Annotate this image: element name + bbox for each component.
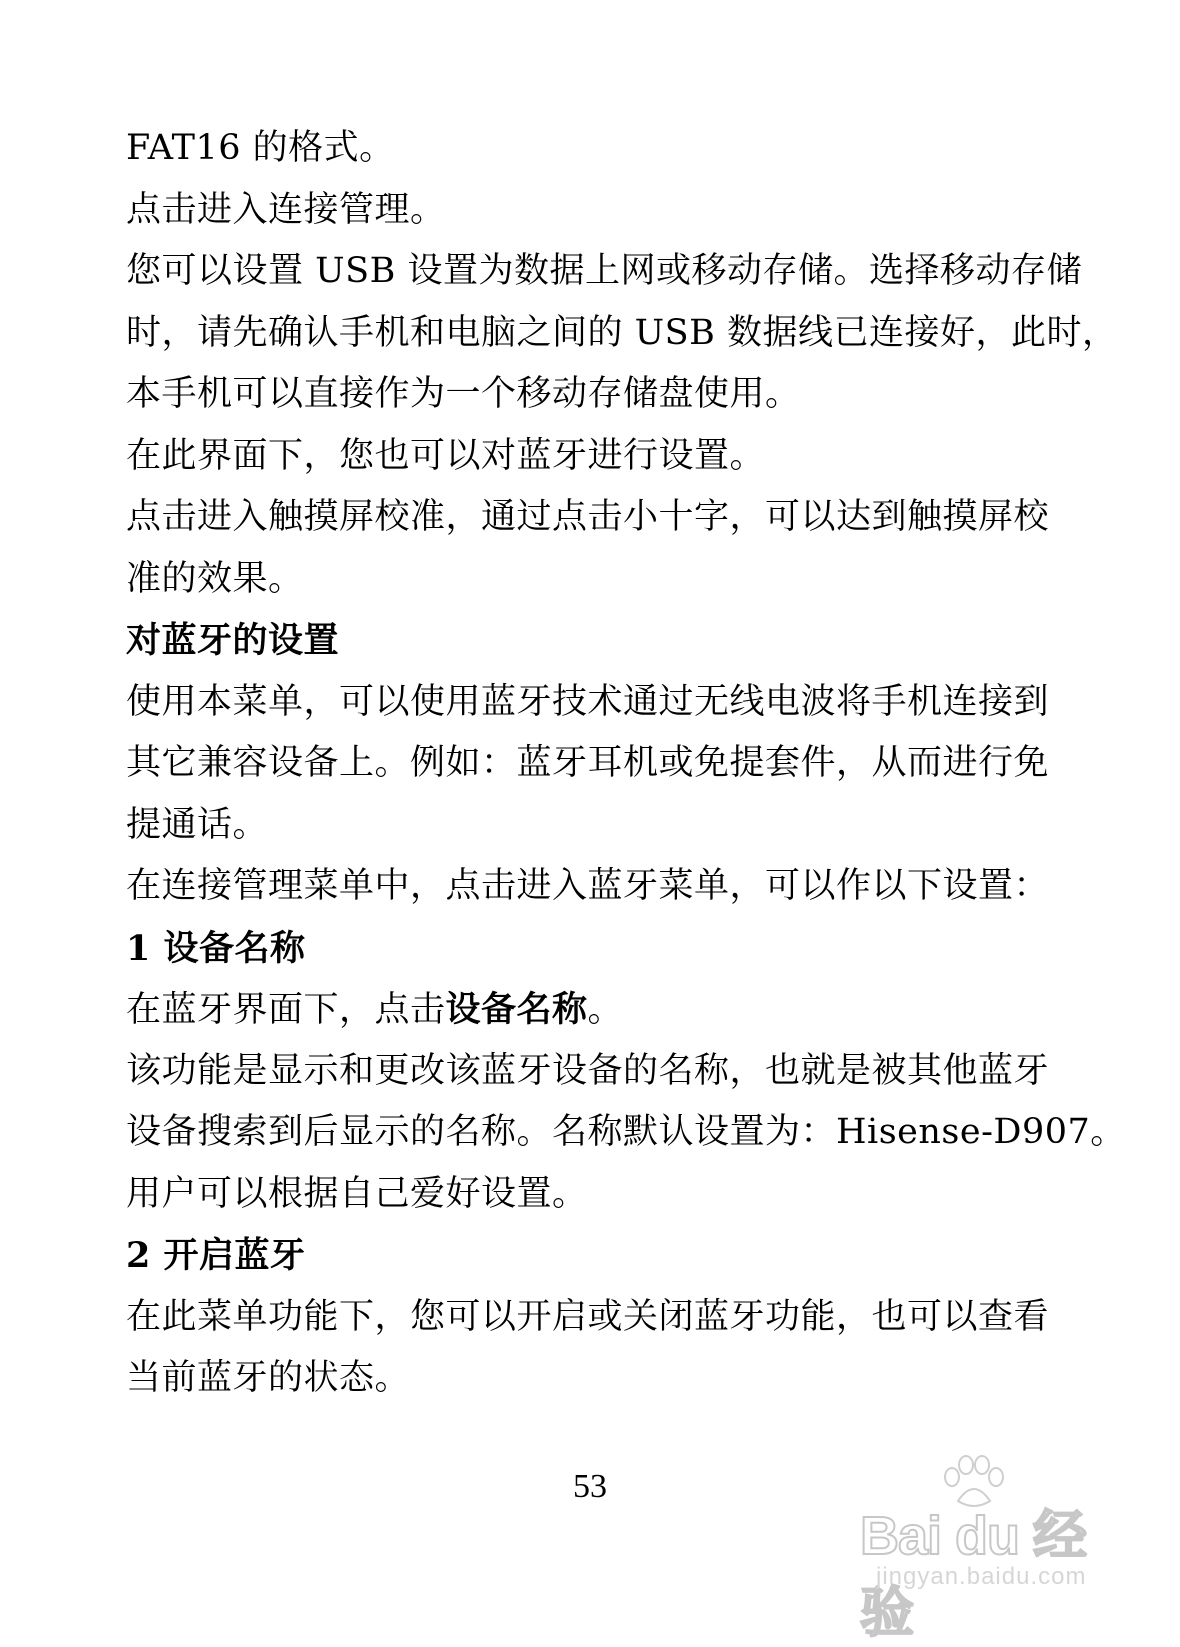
text-line: 点击进入触摸屏校准，通过点击小十字，可以达到触摸屏校 — [126, 497, 1050, 537]
text-line: 其它兼容设备上。例如：蓝牙耳机或免提套件，从而进行免 — [126, 743, 1050, 783]
text-line: 提通话。 — [126, 804, 269, 845]
watermark-logo: Bai du 经验 — [860, 1506, 1087, 1643]
document-body — [126, 118, 1126, 1410]
text-line: 您可以设置 USB 设置为数据上网或移动存储。选择移动存储 — [126, 251, 1082, 291]
text-line: 在此菜单功能下，您可以开启或关闭蓝牙功能，也可以查看 — [126, 1296, 1050, 1337]
baidu-watermark — [820, 1455, 1120, 1643]
text-line: 当前蓝牙的状态。 — [126, 1358, 411, 1398]
text-line: 在此界面下，您也可以对蓝牙进行设置。 — [126, 435, 766, 476]
text-line: 在连接管理菜单中，点击进入蓝牙菜单，可以作以下设置： — [126, 866, 1050, 906]
text-line: 准的效果。 — [126, 558, 304, 599]
instruction-bold-term: 设备名称 — [445, 989, 588, 1030]
text-line: 设备搜索到后显示的名称。名称默认设置为：Hisense-D907。 — [126, 1112, 1126, 1152]
instruction-line — [126, 979, 1086, 1041]
text-line: FAT16 的格式。 — [126, 128, 395, 168]
text-line: 本手机可以直接作为一个移动存储盘使用。 — [126, 374, 801, 414]
text-line: 使用本菜单，可以使用蓝牙技术通过无线电波将手机连接到 — [126, 681, 1050, 722]
text-line: 点击进入连接管理。 — [126, 189, 446, 230]
item-heading-device-name: 1 设备名称 — [126, 927, 306, 969]
item-heading-enable-bluetooth: 2 开启蓝牙 — [126, 1235, 306, 1276]
page-number: 53 — [573, 1468, 607, 1505]
watermark-url: jingyan.baidu.com — [876, 1563, 1087, 1590]
section-heading: 对蓝牙的设置 — [126, 620, 340, 661]
text-line: 时，请先确认手机和电脑之间的 USB 数据线已连接好，此时， — [126, 312, 1118, 353]
text-line: 该功能是显示和更改该蓝牙设备的名称，也就是被其他蓝牙 — [126, 1050, 1050, 1091]
text-line: 用户可以根据自己爱好设置。 — [126, 1173, 588, 1214]
instruction-prefix: 在蓝牙界面下，点击 — [126, 990, 446, 1030]
instruction-suffix: 。 — [587, 990, 624, 1030]
